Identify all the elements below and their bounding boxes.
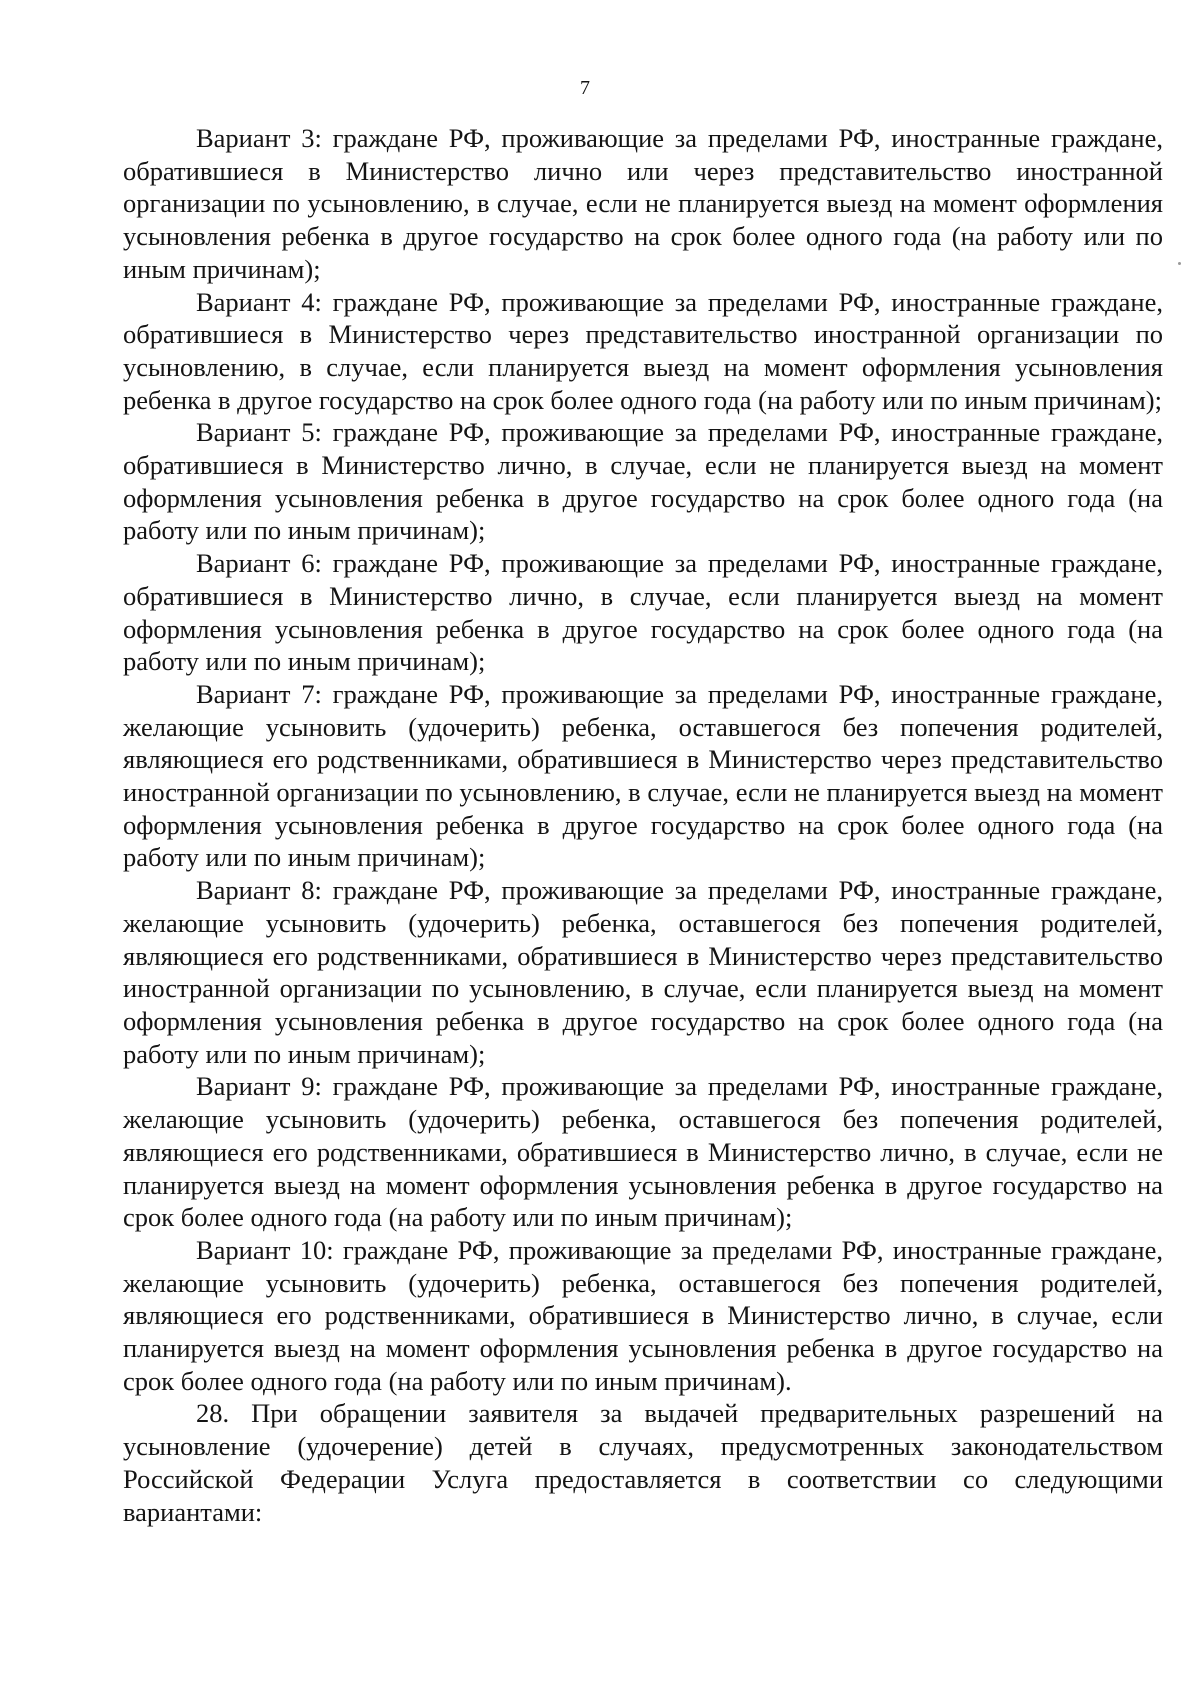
paragraph-variant-4: Вариант 4: граждане РФ, проживающие за пределами РФ, иностранные граждане, обратившиеся в Министерство через представительство иностранной организации по усыновлению, в случае, если планируется выезд на момент оформления усыновления ребенка в другое государство на срок более одного года (на работу или по иным причинам);: [123, 286, 1163, 415]
paragraph-variant-10: Вариант 10: граждане РФ, проживающие за пределами РФ, иностранные граждане, желающие усыновить (удочерить) ребенка, оставшегося без попечения родителей, являющиеся его родственниками, обратившиеся в Министерство лично, в случае, если планируется выезд на момент оформления усыновления ребенка в другое государство на срок более одного года (на работу или по иным причинам).: [123, 1234, 1163, 1396]
paragraph-variant-8: Вариант 8: граждане РФ, проживающие за пределами РФ, иностранные граждане, желающие усыновить (удочерить) ребенка, оставшегося без попечения родителей, являющиеся его родственниками, обратившиеся в Министерство через представительство иностранной организации по усыновлению, в случае, если планируется выезд на момент оформления усыновления ребенка в другое государство на срок более одного года (на работу или по иным причинам);: [123, 875, 1163, 1069]
page-number: 7: [580, 77, 590, 99]
paragraph-variant-7: Вариант 7: граждане РФ, проживающие за пределами РФ, иностранные граждане, желающие усыновить (удочерить) ребенка, оставшегося без попечения родителей, являющиеся его родственниками, обратившиеся в Министерство через представительство иностранной организации по усыновлению, в случае, если не планируется выезд на момент оформления усыновления ребенка в другое государство на срок более одного года (на работу или по иным причинам);: [123, 678, 1163, 873]
scan-artifact-dot: [1178, 262, 1181, 265]
document-body: [123, 122, 1163, 1528]
paragraph-variant-9: Вариант 9: граждане РФ, проживающие за пределами РФ, иностранные граждане, желающие усыновить (удочерить) ребенка, оставшегося без попечения родителей, являющиеся его родственниками, обратившиеся в Министерство лично, в случае, если не планируется выезд на момент оформления усыновления ребенка в другое государство на срок более одного года (на работу или по иным причинам);: [123, 1071, 1163, 1233]
paragraph-item-28: 28. При обращении заявителя за выдачей предварительных разрешений на усыновление (удочерение) детей в случаях, предусмотренных законодательством Российской Федерации Услуга предоставляется в соответствии со следующими вариантами:: [123, 1398, 1163, 1527]
paragraph-variant-3: Вариант 3: граждане РФ, проживающие за пределами РФ, иностранные граждане, обратившиеся в Министерство лично или через представительство иностранной организации по усыновлению, в случае, если не планируется выезд на момент оформления усыновления ребенка в другое государство на срок более одного года (на работу или по иным причинам);: [123, 123, 1163, 284]
paragraph-variant-5: Вариант 5: граждане РФ, проживающие за пределами РФ, иностранные граждане, обратившиеся в Министерство лично, в случае, если не планируется выезд на момент оформления усыновления ребенка в другое государство на срок более одного года (на работу или по иным причинам);: [123, 417, 1163, 546]
paragraph-variant-6: Вариант 6: граждане РФ, проживающие за пределами РФ, иностранные граждане, обратившиеся в Министерство лично, в случае, если планируется выезд на момент оформления усыновления ребенка в другое государство на срок более одного года (на работу или по иным причинам);: [123, 548, 1163, 677]
